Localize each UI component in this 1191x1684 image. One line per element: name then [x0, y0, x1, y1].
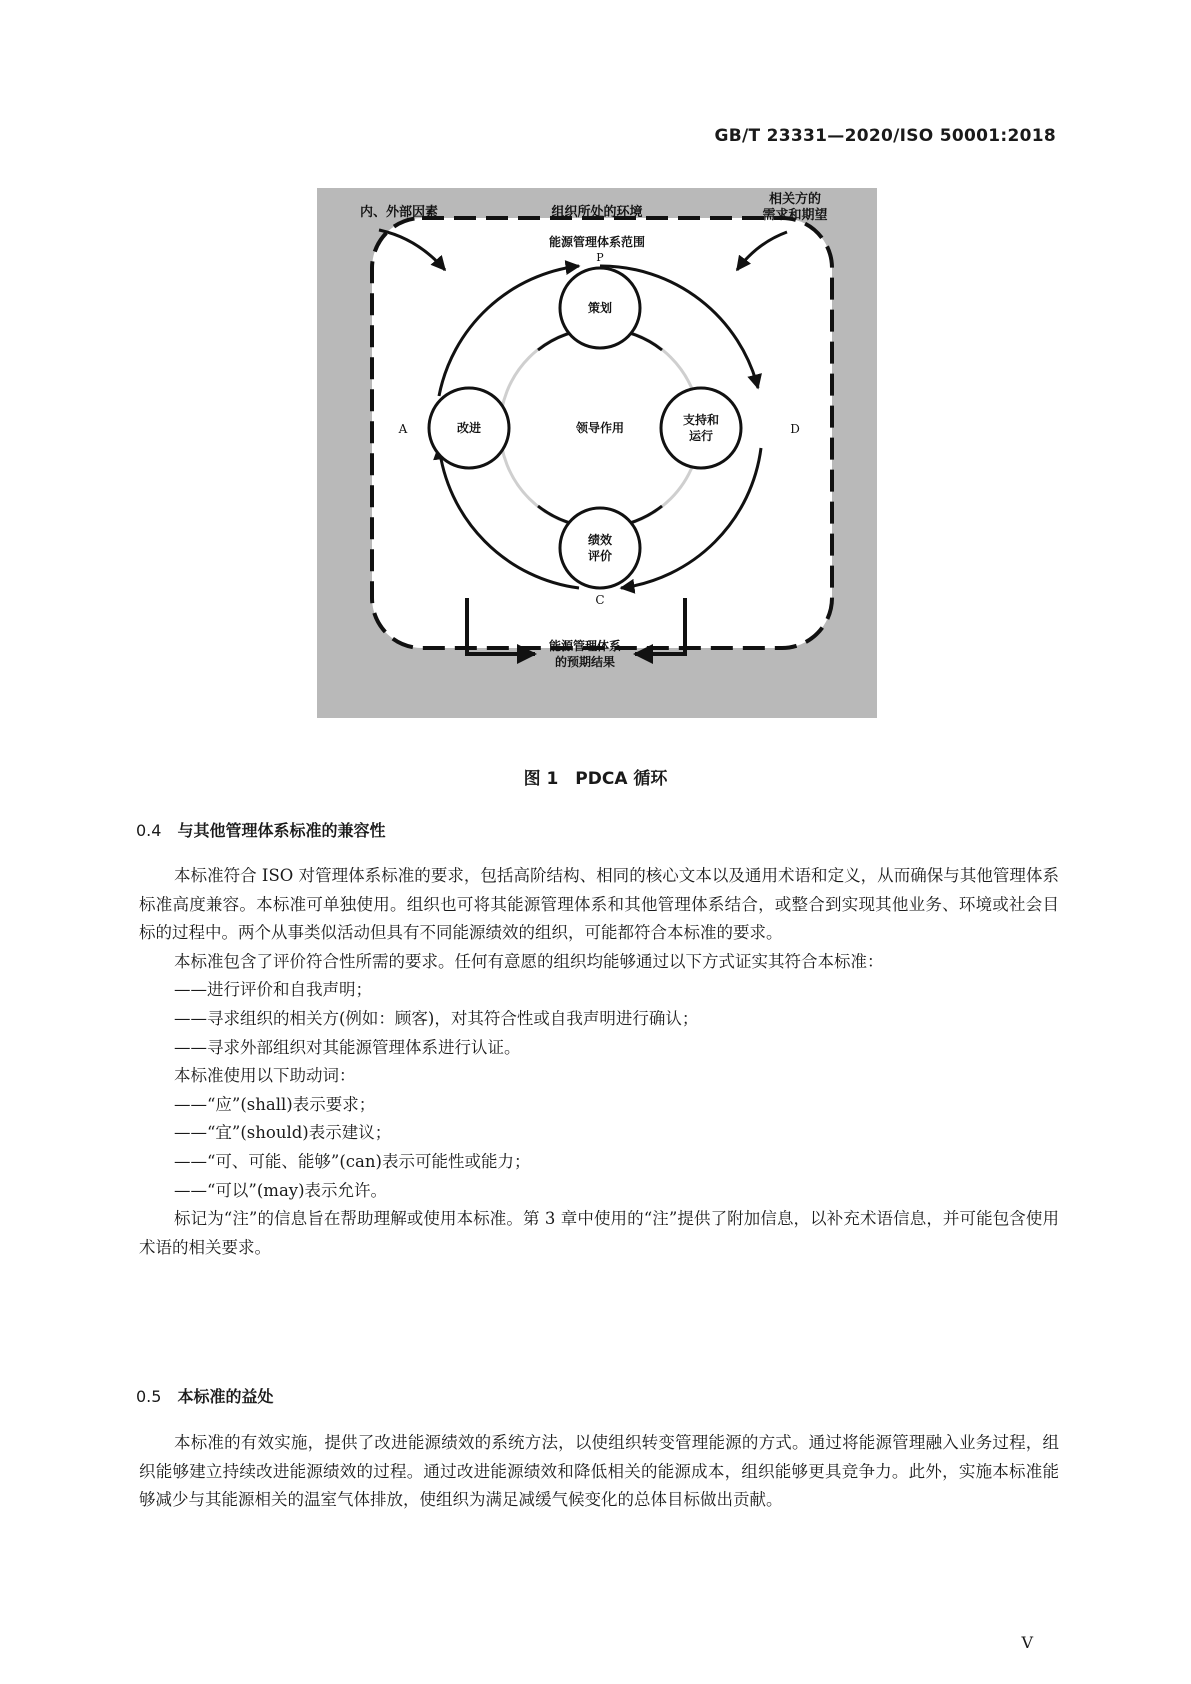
list-item: ——“可以”(may)表示允许。: [174, 1180, 388, 1200]
paragraph: 本标准使用以下助动词：: [174, 1066, 356, 1086]
figure-caption: 图 1 PDCA 循环: [523, 769, 668, 789]
ems-scope-label: 能源管理体系范围: [548, 235, 646, 249]
plan-label: 策划: [587, 301, 613, 315]
outcomes-label-1: 能源管理体系: [548, 639, 622, 653]
evaluate-label-1: 绩效: [587, 533, 613, 547]
section-0-5-heading: [136, 1384, 273, 1407]
c-label: C: [595, 593, 605, 607]
section-0-5-body: [139, 1429, 1059, 1515]
leadership-label: 领导作用: [575, 421, 625, 435]
evaluate-label-2: 评价: [587, 549, 613, 563]
paragraph: 本标准包含了评价符合性所需的要求。任何有意愿的组织均能够通过以下方式证实其符合本标准：: [174, 951, 884, 971]
interested-parties-label-1: 相关方的: [768, 192, 822, 207]
a-label: A: [398, 422, 408, 436]
org-context-label: 组织所处的环境: [551, 205, 643, 220]
list-item: ——“宜”(should)表示建议；: [174, 1123, 392, 1143]
page-number: V: [1021, 1633, 1033, 1652]
list-item: ——寻求组织的相关方(例如：顾客)，对其符合性或自我声明进行确认；: [174, 1008, 699, 1028]
section-title: 本标准的益处: [177, 1387, 274, 1406]
support-circle: [661, 388, 741, 468]
section-title: 与其他管理体系标准的兼容性: [177, 821, 386, 840]
standard-code: GB/T 23331—2020/ISO 50001:2018: [714, 126, 1056, 146]
list-item: ——“可、可能、能够”(can)表示可能性或能力；: [174, 1151, 531, 1171]
outcomes-label-2: 的预期结果: [554, 655, 616, 669]
pdca-diagram: [317, 188, 877, 718]
section-0-4-heading: [136, 818, 385, 841]
p-label: P: [596, 251, 604, 264]
list-item: ——“应”(shall)表示要求；: [174, 1094, 376, 1114]
improve-label: 改进: [456, 421, 482, 435]
section-number: 0.4: [136, 821, 162, 840]
list-item: ——寻求外部组织对其能源管理体系进行认证。: [174, 1037, 521, 1057]
external-factors-label: 内、外部因素: [359, 205, 439, 220]
interested-parties-label-2: 需求和期望: [762, 208, 828, 223]
evaluate-circle: [560, 508, 640, 588]
support-label-2: 运行: [688, 429, 714, 443]
section-0-4-body: [139, 862, 1059, 1262]
paragraph: 标记为“注”的信息旨在帮助理解或使用本标准。第 3 章中使用的“注”提供了附加信息，以补充术语信息，并可能包含使用术语的相关要求。: [139, 1209, 1059, 1257]
pdca-figure: [317, 188, 877, 718]
list-item: ——进行评价和自我声明；: [174, 980, 372, 1000]
section-number: 0.5: [136, 1387, 162, 1406]
paragraph: 本标准的有效实施，提供了改进能源绩效的系统方法，以使组织转变管理能源的方式。通过将能源管理融入业务过程，组织能够建立持续改进能源绩效的过程。通过改进能源绩效和降低相关的能源成本，组织能够更具竞争力。此外，实施本标准能够减少与其能源相关的温室气体排放，使组织为满足减缓气候变化的总体目标做出贡献。: [139, 1433, 1059, 1510]
support-label-1: 支持和: [682, 413, 720, 427]
d-label: D: [790, 422, 800, 436]
paragraph: 本标准符合 ISO 对管理体系标准的要求，包括高阶结构、相同的核心文本以及通用术语和定义，从而确保与其他管理体系标准高度兼容。本标准可单独使用。组织也可将其能源管理体系和其他管理体系结合，或整合到实现其他业务、环境或社会目标的过程中。两个从事类似活动但具有不同能源绩效的组织，可能都符合本标准的要求。: [139, 866, 1059, 943]
